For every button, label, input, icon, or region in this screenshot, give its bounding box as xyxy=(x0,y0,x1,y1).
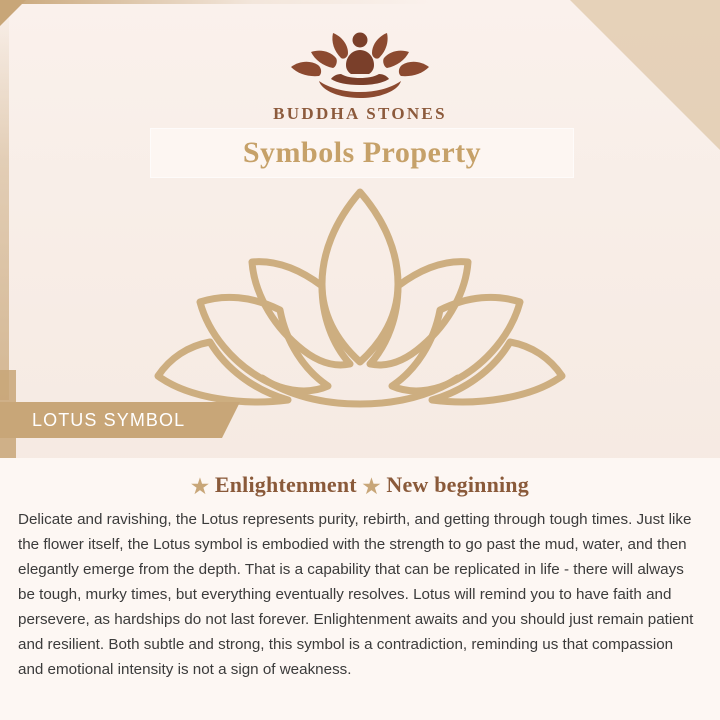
ribbon-tail xyxy=(222,402,240,438)
star-icon-right: ★ xyxy=(362,476,381,498)
lotus-meditation-figure-icon xyxy=(0,22,720,100)
brand-name: BUDDHA STONES xyxy=(273,104,447,123)
headline-enlightenment: Enlightenment xyxy=(214,472,357,497)
headline-new-beginning: New beginning xyxy=(386,472,529,497)
description-paragraph: Delicate and ravishing, the Lotus represents purity, rebirth, and getting through tough times. Just like the flower itself, the Lotus symbol is embodied with the strength to go past the mud, water, and then elegantly emerge from the depth. That is a capability that can be replicated in life - there will always be tough, murky times, but everything eventually resolves. Lotus will remind you to have faith and persevere, as hardships do not last forever. Enlightenment awaits and you should just remain patient and resilient. Both subtle and strong, this symbol is a contradiction, reminding us that compassion and emotional intensity is not a sign of weakness. xyxy=(18,511,694,678)
lotus-artwork xyxy=(0,182,720,415)
star-icon-left: ★ xyxy=(191,476,210,498)
lotus-symbol-ribbon xyxy=(0,402,222,438)
content-headline xyxy=(0,472,720,499)
brand-header xyxy=(0,22,720,124)
description-panel xyxy=(0,458,720,720)
ribbon-label: LOTUS SYMBOL xyxy=(32,409,186,430)
page-title: Symbols Property xyxy=(242,136,482,169)
title-plate xyxy=(150,128,574,178)
